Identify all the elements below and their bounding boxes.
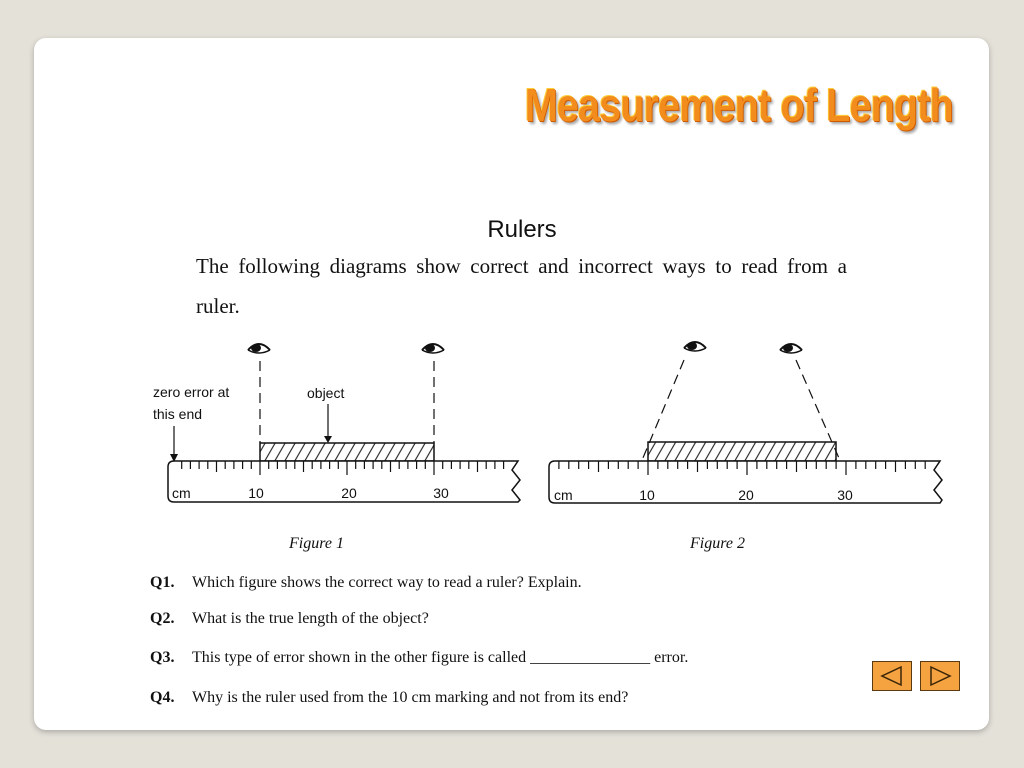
unit-label: cm xyxy=(554,487,573,503)
eye-icon xyxy=(248,344,270,353)
eye-icon xyxy=(422,344,444,353)
question-2 xyxy=(150,610,429,628)
tick-label: 30 xyxy=(837,487,853,503)
question-1 xyxy=(150,574,582,592)
figure-1 xyxy=(168,344,520,502)
slide xyxy=(34,38,989,730)
question-4 xyxy=(150,689,628,707)
question-text: This type of error shown in the other figure is called _______________ error. xyxy=(192,649,689,666)
section-heading: Rulers xyxy=(487,216,557,243)
tick-label: 10 xyxy=(248,485,264,501)
question-number: Q3. xyxy=(150,649,175,666)
question-number: Q2. xyxy=(150,610,175,627)
intro-paragraph: The following diagrams show correct and incorrect ways to read from a ruler. xyxy=(196,254,847,318)
object-label: object xyxy=(307,385,345,401)
question-number: Q4. xyxy=(150,689,175,706)
question-3 xyxy=(150,649,688,667)
triangle-right-icon xyxy=(927,665,953,687)
question-number: Q1. xyxy=(150,574,175,591)
tick-label: 20 xyxy=(738,487,754,503)
question-text: Why is the ruler used from the 10 cm marking and not from its end? xyxy=(192,689,629,706)
eye-icon xyxy=(780,344,802,353)
question-text: What is the true length of the object? xyxy=(192,610,429,627)
eye-icon xyxy=(684,342,706,351)
figure-2 xyxy=(549,342,942,503)
tick-label: 30 xyxy=(433,485,449,501)
slide-title: Measurement of Length xyxy=(524,79,953,131)
zero-error-label-line2: this end xyxy=(153,406,203,422)
previous-button[interactable] xyxy=(872,661,912,691)
zero-error-label: zero error at xyxy=(153,384,230,400)
unit-label: cm xyxy=(172,485,191,501)
figure-2-caption: Figure 2 xyxy=(690,535,745,552)
figure-1-caption: Figure 1 xyxy=(289,535,344,552)
question-text: Which figure shows the correct way to read a ruler? Explain. xyxy=(192,574,582,591)
triangle-left-icon xyxy=(879,665,905,687)
next-button[interactable] xyxy=(920,661,960,691)
tick-label: 10 xyxy=(639,487,655,503)
tick-label: 20 xyxy=(341,485,357,501)
